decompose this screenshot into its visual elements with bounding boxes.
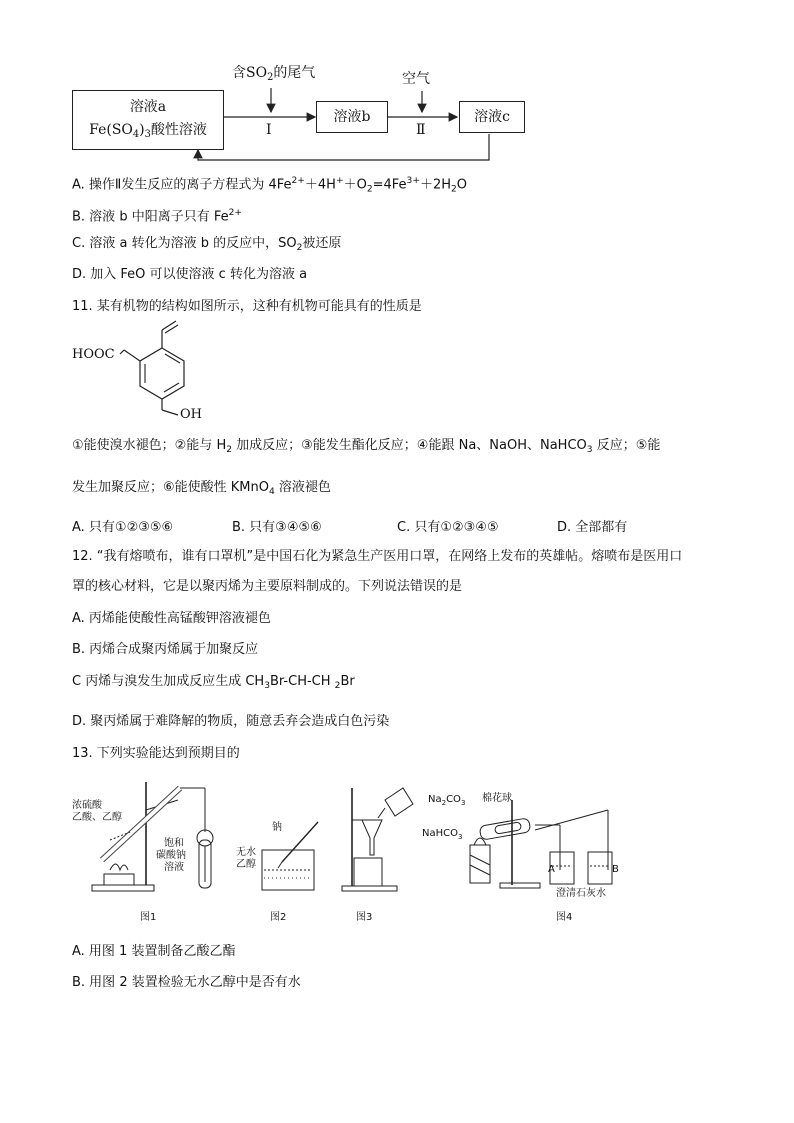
fig4-label-a: A xyxy=(548,864,555,875)
solution-c-box: 溶液c xyxy=(459,101,525,133)
fig4-label-b: B xyxy=(612,864,619,875)
step-1-label: Ⅰ xyxy=(266,122,272,138)
fig1-caption: 图1 xyxy=(140,912,157,923)
fig1-label-acid: 浓硫酸 xyxy=(72,800,102,811)
input-air: 空气 xyxy=(402,71,430,87)
q12-option-d: D. 聚丙烯属于难降解的物质，随意丢弃会造成白色污染 xyxy=(72,714,390,729)
q13-stem: 13. 下列实验能达到预期目的 xyxy=(72,746,240,761)
q12-option-b: B. 丙烯合成聚丙烯属于加聚反应 xyxy=(72,642,259,657)
q12-stem-line1: 12. “我有熔喷布，谁有口罩机”是中国石化为紧急生产医用口罩，在网络上发布的英雄帖。熔喷布是医用口 xyxy=(72,549,683,564)
fig1-label-sat: 饱和 xyxy=(164,838,184,849)
q10-option-d: D. 加入 FeO 可以使溶液 c 转化为溶液 a xyxy=(72,267,308,282)
fig1-label-solution: 溶液 xyxy=(164,862,184,873)
fig1-label-carbonate: 碳酸钠 xyxy=(156,850,186,861)
solution-a-box xyxy=(72,90,224,150)
q10-option-a: A. 操作Ⅱ发生反应的离子方程式为 $4Fe^{2+}+4H^++O_2=4Fe^{3+}+2H_2O$ xyxy=(72,176,468,195)
q11-stem: 11. 某有机物的结构如图所示，这种有机物可能具有的性质是 xyxy=(72,299,422,314)
solution-a-label: 溶液a xyxy=(129,99,167,115)
fig2-caption: 图2 xyxy=(270,912,287,923)
q11-option-d: D. 全部都有 xyxy=(557,520,628,535)
apparatus-drawings xyxy=(0,770,794,930)
fig4-label-na2co3: $Na_2CO_3$ xyxy=(428,794,466,807)
fig2-label-ethanol: 乙醇 xyxy=(236,859,256,870)
struct-oh-label: OH xyxy=(180,407,202,422)
q13-option-b: B. 用图 2 装置检验无水乙醇中是否有水 xyxy=(72,975,301,990)
benzene-ring-structure xyxy=(0,320,250,430)
q10-option-b: B. 溶液 b 中阳离子只有 $Fe^{2+}$ xyxy=(72,208,243,225)
q12-option-c: C 丙烯与溴发生加成反应生成 $CH_3Br-CH-CH$ $_2$Br xyxy=(72,674,355,691)
fig4-caption: 图4 xyxy=(556,912,573,923)
fig4-label-cotton: 棉花球 xyxy=(482,793,512,804)
solution-a-formula: $Fe(SO_4)_3$酸性溶液 xyxy=(89,122,207,140)
fig2-label-anhydrous: 无水 xyxy=(236,847,256,858)
struct-hooc-label: HOOC xyxy=(72,347,115,362)
input-tail-gas: 含$SO_2$的尾气 xyxy=(232,65,316,83)
fig2-label-sodium: 钠 xyxy=(272,822,282,833)
q10-option-c: C. 溶液 a 转化为溶液 b 的反应中，$SO_2$被还原 xyxy=(72,236,342,253)
fig4-label-nahco3: NaHCO$_3$ xyxy=(422,828,463,841)
q12-stem-line2: 罩的核心材料，它是以聚丙烯为主要原料制成的。下列说法错误的是 xyxy=(72,579,463,594)
q11-option-a: A. 只有①②③⑤⑥ xyxy=(72,520,174,535)
q11-option-c: C. 只有①②③④⑤ xyxy=(397,520,499,535)
q11-option-b: B. 只有③④⑤⑥ xyxy=(232,520,322,535)
q11-properties-line2: 发生加聚反应；⑥能使酸性 KMnO$_4$ 溶液褪色 xyxy=(72,480,331,497)
fig1-stand-base xyxy=(92,885,154,891)
step-2-label: Ⅱ xyxy=(416,122,426,138)
q11-properties-line1: ①能使溴水褪色；②能与 $H_2$ 加成反应；③能发生酯化反应；④能跟 Na、NaOH、NaHCO$_3$ 反应；⑤能 xyxy=(72,438,661,455)
fig1-label-reactants: 乙酸、乙醇 xyxy=(72,812,122,823)
fig3-caption: 图3 xyxy=(356,912,373,923)
q12-option-a: A. 丙烯能使酸性高锰酸钾溶液褪色 xyxy=(72,611,271,626)
fig4-label-limewater: 澄清石灰水 xyxy=(556,888,606,899)
q13-option-a: A. 用图 1 装置制备乙酸乙酯 xyxy=(72,944,236,959)
solution-b-box: 溶液b xyxy=(316,101,388,133)
